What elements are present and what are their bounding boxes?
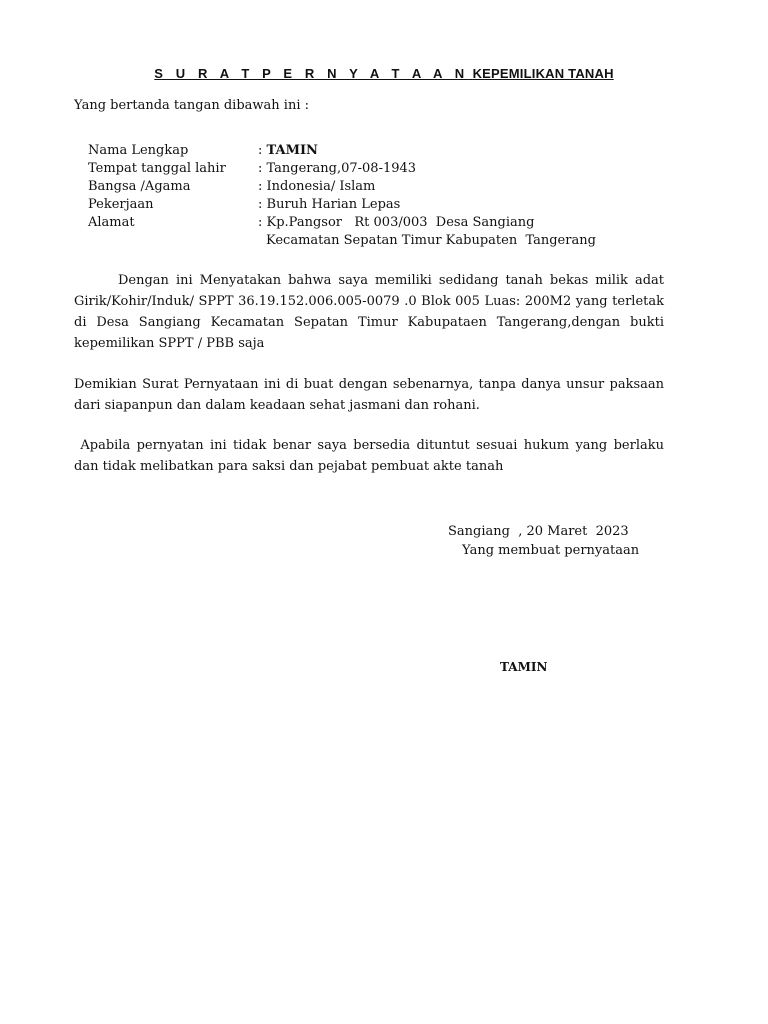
name-label: Nama Lengkap <box>88 143 189 158</box>
identity-block <box>88 142 596 250</box>
document-title <box>0 66 768 81</box>
identity-row-job <box>88 196 596 214</box>
identity-row-address-cont <box>88 232 596 250</box>
name-value-wrapper: : TAMIN <box>258 143 318 158</box>
address-label: Alamat <box>88 215 135 230</box>
birth-label: Tempat tanggal lahir <box>88 161 226 176</box>
birth-value: : Tangerang,07-08-1943 <box>258 161 417 176</box>
nation-value: : Indonesia/ Islam <box>258 179 376 194</box>
identity-row-address <box>88 214 596 232</box>
job-value: : Buruh Harian Lepas <box>258 197 401 212</box>
intro-text: Yang bertanda tangan dibawah ini : <box>74 98 309 113</box>
job-label: Pekerjaan <box>88 197 154 212</box>
place-date: Sangiang , 20 Maret 2023 <box>448 524 629 539</box>
title-spaced-part: S U R A T P E R N Y A T A A N <box>154 66 469 81</box>
address-value-line-1: : Kp.Pangsor Rt 003/003 Desa Sangiang <box>258 215 535 230</box>
identity-row-birth <box>88 160 596 178</box>
declaration-paragraph: Demikian Surat Pernyataan ini di buat dengan sebenarnya, tanpa danya unsur paksaan dari siapanpun dan dalam keadaan sehat jasmani dan rohani. <box>74 377 664 413</box>
maker-label: Yang membuat pernyataan <box>462 543 640 558</box>
title-rest-part: KEPEMILIKAN TANAH <box>472 66 614 81</box>
signer-name: TAMIN <box>500 660 548 674</box>
nation-label: Bangsa /Agama <box>88 179 191 194</box>
name-value: TAMIN <box>266 143 318 158</box>
identity-row-nation <box>88 178 596 196</box>
liability-paragraph: Apabila pernyatan ini tidak benar saya bersedia dituntut sesuai hukum yang berlaku dan tidak melibatkan para saksi dan pejabat pembuat akte tanah <box>74 438 669 474</box>
statement-paragraph: Dengan ini Menyatakan bahwa saya memiliki sedidang tanah bekas milik adat Girik/Kohir/Induk/ SPPT 36.19.152.006.005-0079 .0 Blok 005 Luas: 200M2 yang terletak di Desa Sangiang Kecamatan Sepatan Timur Kabupataen Tangerang,dengan bukti kepemilikan SPPT / PBB saja <box>74 273 664 351</box>
identity-row-name <box>88 142 596 160</box>
address-value-line-2: Kecamatan Sepatan Timur Kabupaten Tangerang <box>266 233 596 248</box>
